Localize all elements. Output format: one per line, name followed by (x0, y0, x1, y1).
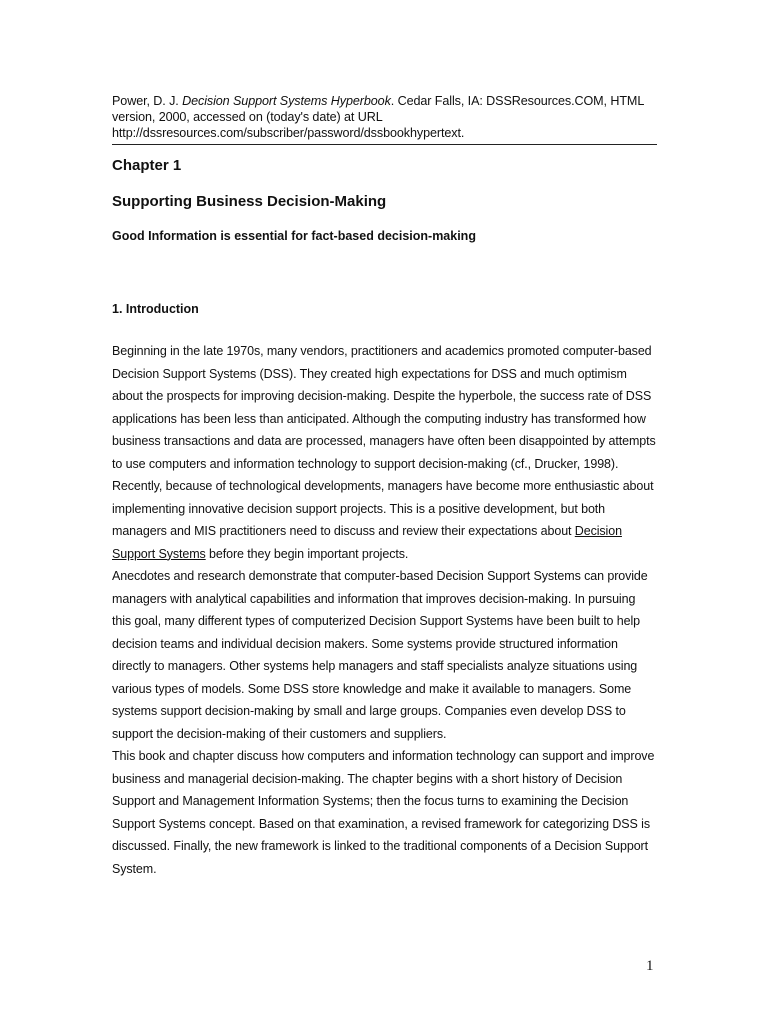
chapter-title: Supporting Business Decision-Making (112, 193, 387, 210)
citation-rest: . Cedar Falls, IA: DSSResources.COM, HTML version, 2000, accessed on (today's date) at URL http://dssresources.com/subscriber/password/dssbookhypertext. (112, 94, 644, 140)
body-text (112, 340, 657, 880)
paragraph-1 (112, 340, 657, 565)
page-number: 1 (646, 958, 654, 974)
citation-text (112, 93, 657, 141)
citation-header (112, 93, 657, 145)
citation-book-title: Decision Support Systems Hyperbook (182, 94, 391, 108)
chapter-subtitle: Good Information is essential for fact-based decision-making (112, 229, 476, 243)
citation-author: Power, D. J. (112, 94, 183, 108)
section-heading: 1. Introduction (112, 302, 199, 316)
paragraph-1-start: Beginning in the late 1970s, many vendors, practitioners and academics promoted computer-based Decision Support Systems (DSS). They created high expectations for DSS and much optimism about the prospects for improving decision-making. Despite the hyperbole, the success rate of DSS applications has been less than anticipated. Although the computing industry has transformed how business transactions and data are processed, managers have often been disappointed by attempts to use computers and information technology to support decision-making (cf., Drucker, 1998). Recently, because of technological developments, managers have become more enthusiastic about implementing innovative decision support projects. This is a positive development, but both managers and MIS practitioners need to discuss and review their expectations about (112, 344, 656, 538)
dss-link[interactable]: Decision Support Systems (112, 524, 622, 561)
paragraph-3: This book and chapter discuss how computers and information technology can support and improve business and managerial decision-making. The chapter begins with a short history of Decision Support and Management Information Systems; then the focus turns to examining the Decision Support Systems concept. Based on that examination, a revised framework for categorizing DSS is discussed. Finally, the new framework is linked to the traditional components of a Decision Support System. (112, 749, 655, 876)
paragraph-1-end: before they begin important projects. (205, 546, 409, 561)
paragraph-2: Anecdotes and research demonstrate that computer-based Decision Support Systems can provide managers with analytical capabilities and information that improves decision-making. In pursuing this goal, many different types of computerized Decision Support Systems have been built to help decision teams and individual decision makers. Some systems provide structured information directly to managers. Other systems help managers and staff specialists analyze situations using various types of models. Some DSS store knowledge and make it available to managers. Some systems support decision-making by small and large groups. Companies even develop DSS to support the decision-making of their customers and suppliers. (112, 569, 648, 741)
chapter-number: Chapter 1 (112, 157, 182, 174)
